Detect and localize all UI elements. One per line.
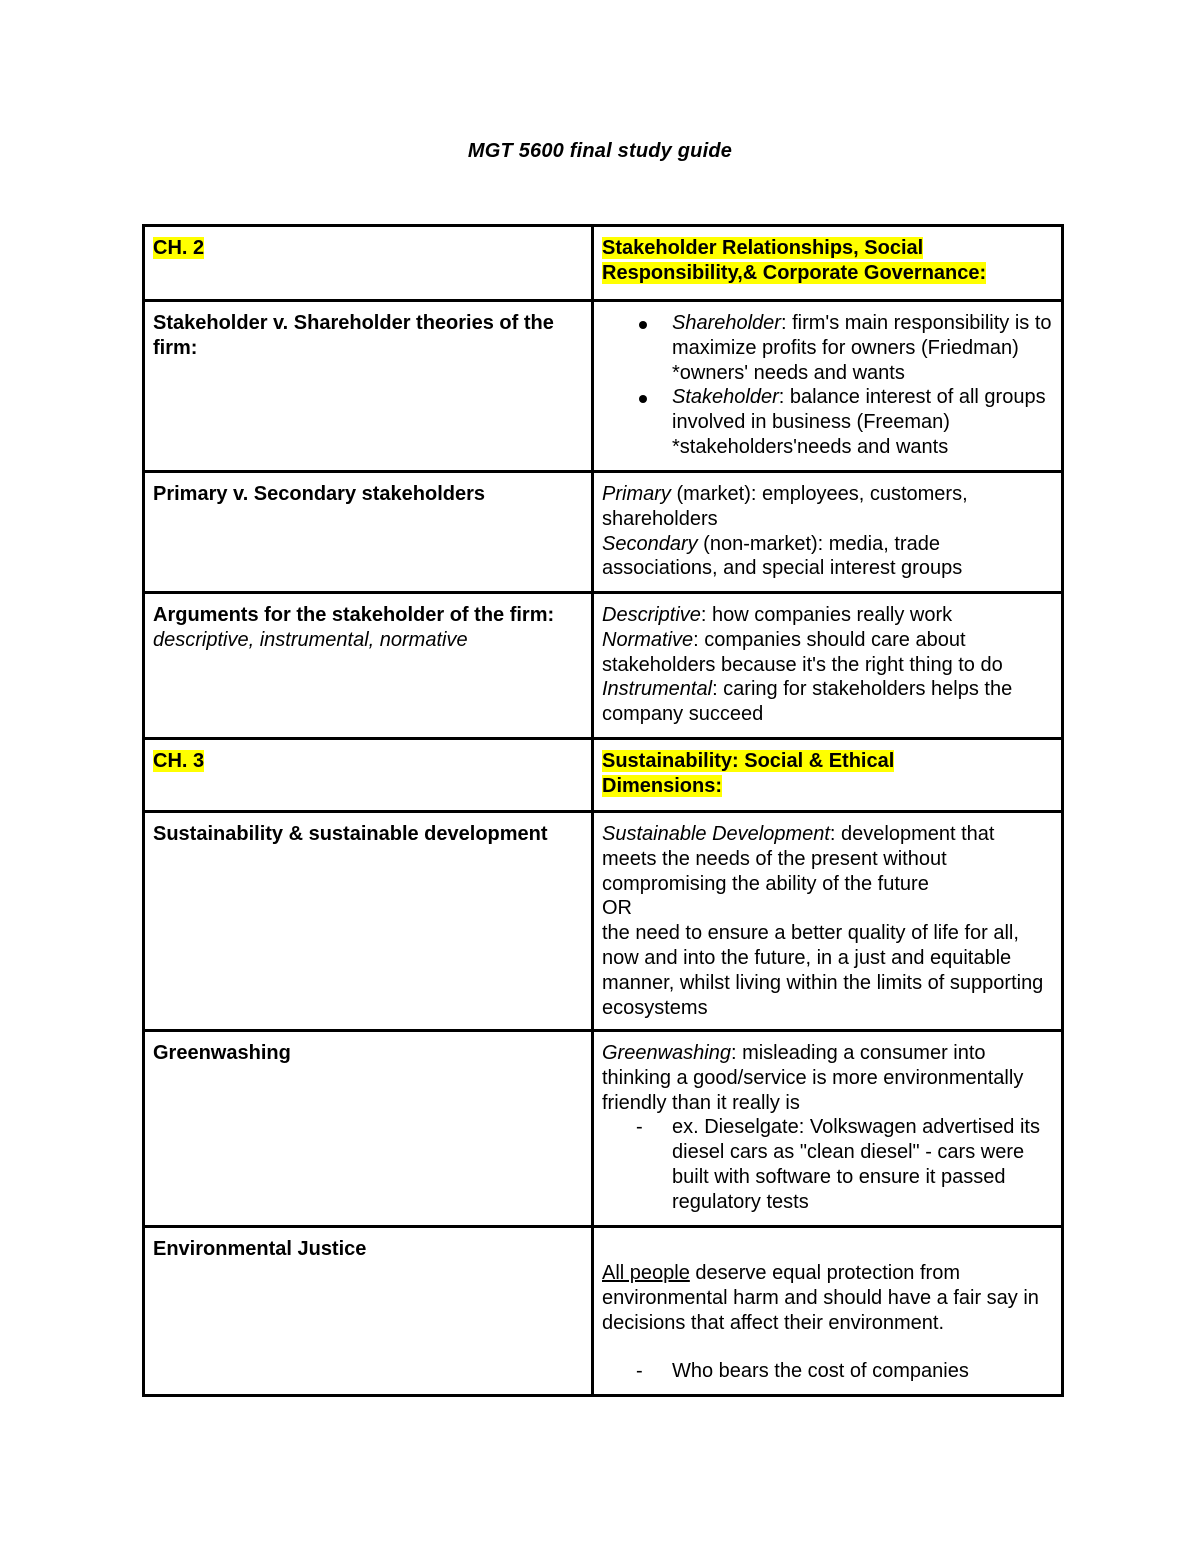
- chapter-title-line2: Dimensions:: [602, 774, 723, 797]
- cell-chapter: [144, 739, 593, 812]
- definition: : balance interest of all groups involved in business (Freeman) *stakeholders'needs and wants: [672, 386, 1046, 458]
- blank-line: [602, 1335, 1053, 1359]
- chapter-title-line1: Stakeholder Relationships, Social: [602, 237, 924, 259]
- bullet-item: [602, 311, 1053, 385]
- term: All people: [602, 1262, 690, 1284]
- cell-topic: [144, 472, 593, 593]
- note-line: [602, 677, 1053, 727]
- term: Shareholder: [672, 312, 781, 334]
- dash-item: [602, 1115, 1053, 1214]
- term: Primary: [602, 483, 671, 505]
- term: Normative: [602, 628, 694, 651]
- question-text: Who bears the cost of companies: [672, 1360, 969, 1383]
- table-row-ch3: [144, 739, 1063, 812]
- table-row: [144, 301, 1063, 472]
- bullet-icon: [602, 385, 672, 459]
- study-guide-table: [142, 224, 1064, 1397]
- cell-notes: [593, 593, 1063, 739]
- cell-notes: [593, 1031, 1063, 1227]
- chapter-label: CH. 3: [153, 750, 205, 772]
- note-line: [602, 1261, 1053, 1335]
- cell-chapter: [144, 226, 593, 301]
- title-rest: final study guide: [564, 140, 733, 162]
- cell-notes: [593, 301, 1063, 472]
- topic-label: Primary v. Secondary stakeholders: [153, 483, 486, 505]
- note-line: [602, 532, 1053, 582]
- table-row: [144, 472, 1063, 593]
- table-row: [144, 593, 1063, 739]
- bullet-icon: [602, 311, 672, 385]
- topic-label: Environmental Justice: [153, 1238, 367, 1260]
- term: Descriptive: [602, 604, 701, 626]
- cell-topic: [144, 593, 593, 739]
- term: Instrumental: [602, 678, 713, 701]
- cell-chapter-title: [593, 226, 1063, 301]
- definition: deserve equal protection from environmental harm and should have a fair say in decisions that affect their environment.: [602, 1262, 1039, 1334]
- note-line: [602, 822, 1053, 896]
- term: Greenwashing: [602, 1042, 731, 1064]
- cell-notes: [593, 812, 1063, 1031]
- cell-chapter-title: [593, 739, 1063, 812]
- topic-sublabel: descriptive, instrumental, normative: [153, 628, 468, 651]
- topic-label: Stakeholder v. Shareholder theories of the firm:: [153, 312, 554, 359]
- definition: : misleading a consumer into thinking a good/service is more environmentally friendly than it really is: [602, 1042, 1024, 1114]
- table-row-ch2: [144, 226, 1063, 301]
- note-line: [602, 482, 1053, 532]
- table-row: [144, 812, 1063, 1031]
- document-title: [0, 140, 1200, 163]
- term: Stakeholder: [672, 386, 779, 409]
- bullet-item: [602, 385, 1053, 459]
- cell-notes: [593, 1227, 1063, 1396]
- blank-line: [602, 1237, 1053, 1261]
- term: Secondary: [602, 532, 698, 555]
- note-line: [602, 628, 1053, 678]
- note-line: [602, 1041, 1053, 1115]
- definition: (non-market): media, trade associations, and special interest groups: [602, 532, 963, 580]
- topic-label: Greenwashing: [153, 1042, 291, 1064]
- chapter-title-line2: Responsibility,& Corporate Governance:: [602, 261, 987, 284]
- example-text: ex. Dieselgate: Volkswagen advertised its diesel cars as "clean diesel" - cars were built with software to ensure it passed regulatory tests: [672, 1116, 1040, 1213]
- chapter-label: CH. 2: [153, 237, 205, 259]
- cell-topic: [144, 301, 593, 472]
- cell-topic: [144, 1227, 593, 1396]
- cell-notes: [593, 472, 1063, 593]
- cell-topic: [144, 1031, 593, 1227]
- note-line: [602, 603, 1053, 628]
- table-row: [144, 1227, 1063, 1396]
- cell-topic: [144, 812, 593, 1031]
- table-row: [144, 1031, 1063, 1227]
- definition: : firm's main responsibility is to maximize profits for owners (Friedman) *owners' needs and wants: [672, 312, 1052, 384]
- definition: : how companies really work: [700, 604, 953, 626]
- chapter-title-line1: Sustainability: Social & Ethical: [602, 750, 895, 772]
- title-course: MGT 5600: [467, 140, 565, 162]
- or-label: OR: [602, 897, 632, 920]
- term: Sustainable Development: [602, 823, 830, 845]
- definition: (market): employees, customers, shareholders: [602, 483, 968, 530]
- dash-marker: -: [636, 1116, 643, 1139]
- note-line: the need to ensure a better quality of life for all, now and into the future, in a just and equitable manner, whilst living within the limits of supporting ecosystems: [602, 922, 1044, 1019]
- topic-label: Sustainability & sustainable development: [153, 823, 548, 845]
- definition: : caring for stakeholders helps the company succeed: [602, 678, 1013, 726]
- definition: : companies should care about stakeholders because it's the right thing to do: [602, 628, 1003, 676]
- dash-item: [602, 1359, 1053, 1384]
- dash-marker: -: [636, 1360, 643, 1383]
- topic-label: Arguments for the stakeholder of the firm:: [153, 604, 555, 626]
- definition: : development that meets the needs of the present without compromising the ability of the future: [602, 823, 995, 895]
